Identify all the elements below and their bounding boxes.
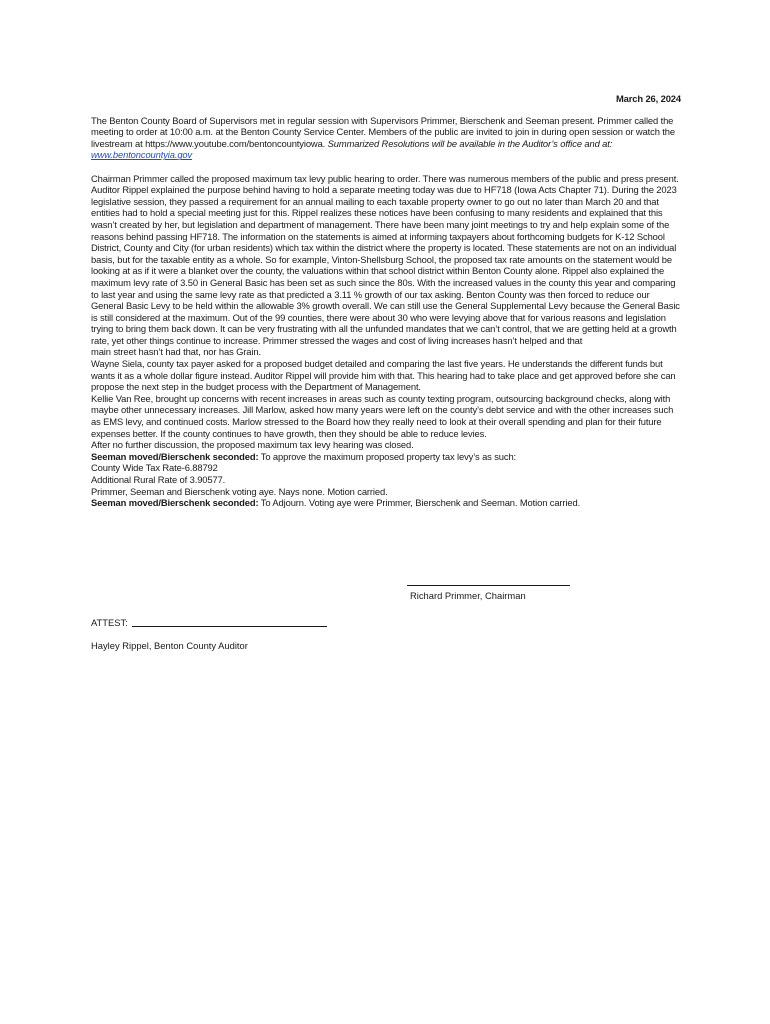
rural-rate: Additional Rural Rate of 3.90577.: [91, 474, 226, 485]
motion-levy: [91, 451, 681, 463]
auditor-name: Hayley Rippel, Benton County Auditor: [91, 640, 248, 651]
hearing-paragraph-1b: main street hasn’t had that, nor has Grain.: [91, 346, 261, 358]
hearing-paragraph-4: After no further discussion, the proposed maximum tax levy hearing was closed.: [91, 439, 414, 451]
minutes-body: [91, 93, 681, 509]
hearing-paragraph-1: Chairman Primmer called the proposed maximum tax levy public hearing to order. There was numerous members of the public and press present. Auditor Rippel explained the purpose behind having to hold a separate meeting today was due to HF718 (Iowa Acts Chapter 71). During the 2023 legislative session, they passed a requirement for an annual mailing to each taxable property owner to go out no later than March 20 and that entities had to hold a special meeting just for this. Rippel realizes these notices have been confusing to many residents and explained that this wasn’t created by her, but legislation and department of management. There have been many joint meetings to try and help explain some of the reasons behind passing HF718. The information on the statements is aimed at informing taxpayers about forthcoming budgets for K-12 School District, County and City (for urban residents) which tax within the district where the property is located. These statements are not on an individual basis, but for the taxable entity as a whole. So for example, Vinton-Shellsburg School, the proposed tax rate amounts on the statement would be looking at as if it were a blanket over the county, the valuations within that school district within Benton County alone. Rippel also explained the maximum levy rate of 3.50 in General Basic has been set as such since the 80s. With the increased values in the county this year and comparing to last year and using the same levy rate as that predicted a 3.11 % growth of our tax asking. Benton County was then forced to reduce our General Basic Levy to be held within the allowable 3% growth overall. We can still use the General Supplemental Levy because the General Basic is still considered at the maximum. Out of the 99 counties, there were about 30 who were levying above that for various reasons and legislation trying to bring them back down. It can be very frustrating with all the unfunded mandates that we can’t control, that we are getting held at a growth rate, yet other things continue to increase. Primmer stressed the wages and cost of living increases hasn’t helped and that: [91, 172, 680, 346]
hearing-paragraph-3: Kellie Van Ree, brought up concerns with recent increases in areas such as county texting program, outsourcing background checks, along with maybe other unnecessary increases. Jill Marlow, asked how many years were left on the county’s debt service and with the other increases such as EMS levy, and continued costs. Marlow stressed to the Board how they really need to look at their overall spending and plan for their future expenses better. If the county continues to have growth, then they should be able to reduce levies.: [91, 392, 674, 439]
motion-adjourn: [91, 497, 681, 509]
hearing-paragraph-2: Wayne Siela, county tax payer asked for a proposed budget detailed and comparing the last five years. He understands the different funds but wants it as a whole dollar figure instead. Auditor Rippel will provide him with that. This hearing had to take place and get approved before she can propose the next step in the budget process with the Department of Management.: [91, 358, 676, 393]
intro-paragraph: [91, 115, 681, 161]
attest-block: [91, 617, 327, 629]
attest-label: ATTEST:: [91, 617, 128, 628]
motion-adjourn-label: Seeman moved/Bierschenk seconded:: [91, 497, 259, 509]
county-website-link[interactable]: www.bentoncountyia.gov: [91, 149, 193, 161]
motion-adjourn-text: To Adjourn. Voting aye were Primmer, Bierschenk and Seeman. Motion carried.: [258, 497, 581, 509]
intro-text: The Benton County Board of Supervisors met in regular session with Supervisors Primmer, Bierschenk and Seeman present. Primmer called the meeting to order at 10:00 a.m. at the Benton County Service Center. Members of the public are invited to join in during open session or watch the livestream at https://www.youtube.com/bentoncountyiowa.: [91, 114, 675, 149]
attest-signature-line: [132, 626, 327, 627]
motion-levy-text: To approve the maximum proposed property tax levy’s as such:: [258, 450, 517, 462]
chairman-signature-block: [407, 585, 577, 602]
signature-line: [407, 585, 570, 586]
meeting-date: March 26, 2024: [615, 93, 681, 104]
county-wide-rate: County Wide Tax Rate-6.88792: [91, 462, 218, 474]
chairman-name: Richard Primmer, Chairman: [410, 590, 526, 601]
spacer: [91, 161, 681, 173]
resolutions-note: Summarized Resolutions will be available in the Auditor’s office and at:: [327, 137, 613, 149]
motion-levy-label: Seeman moved/Bierschenk seconded:: [91, 450, 259, 462]
motion-levy-vote: Primmer, Seeman and Bierschenk voting aye. Nays none. Motion carried.: [91, 485, 388, 497]
